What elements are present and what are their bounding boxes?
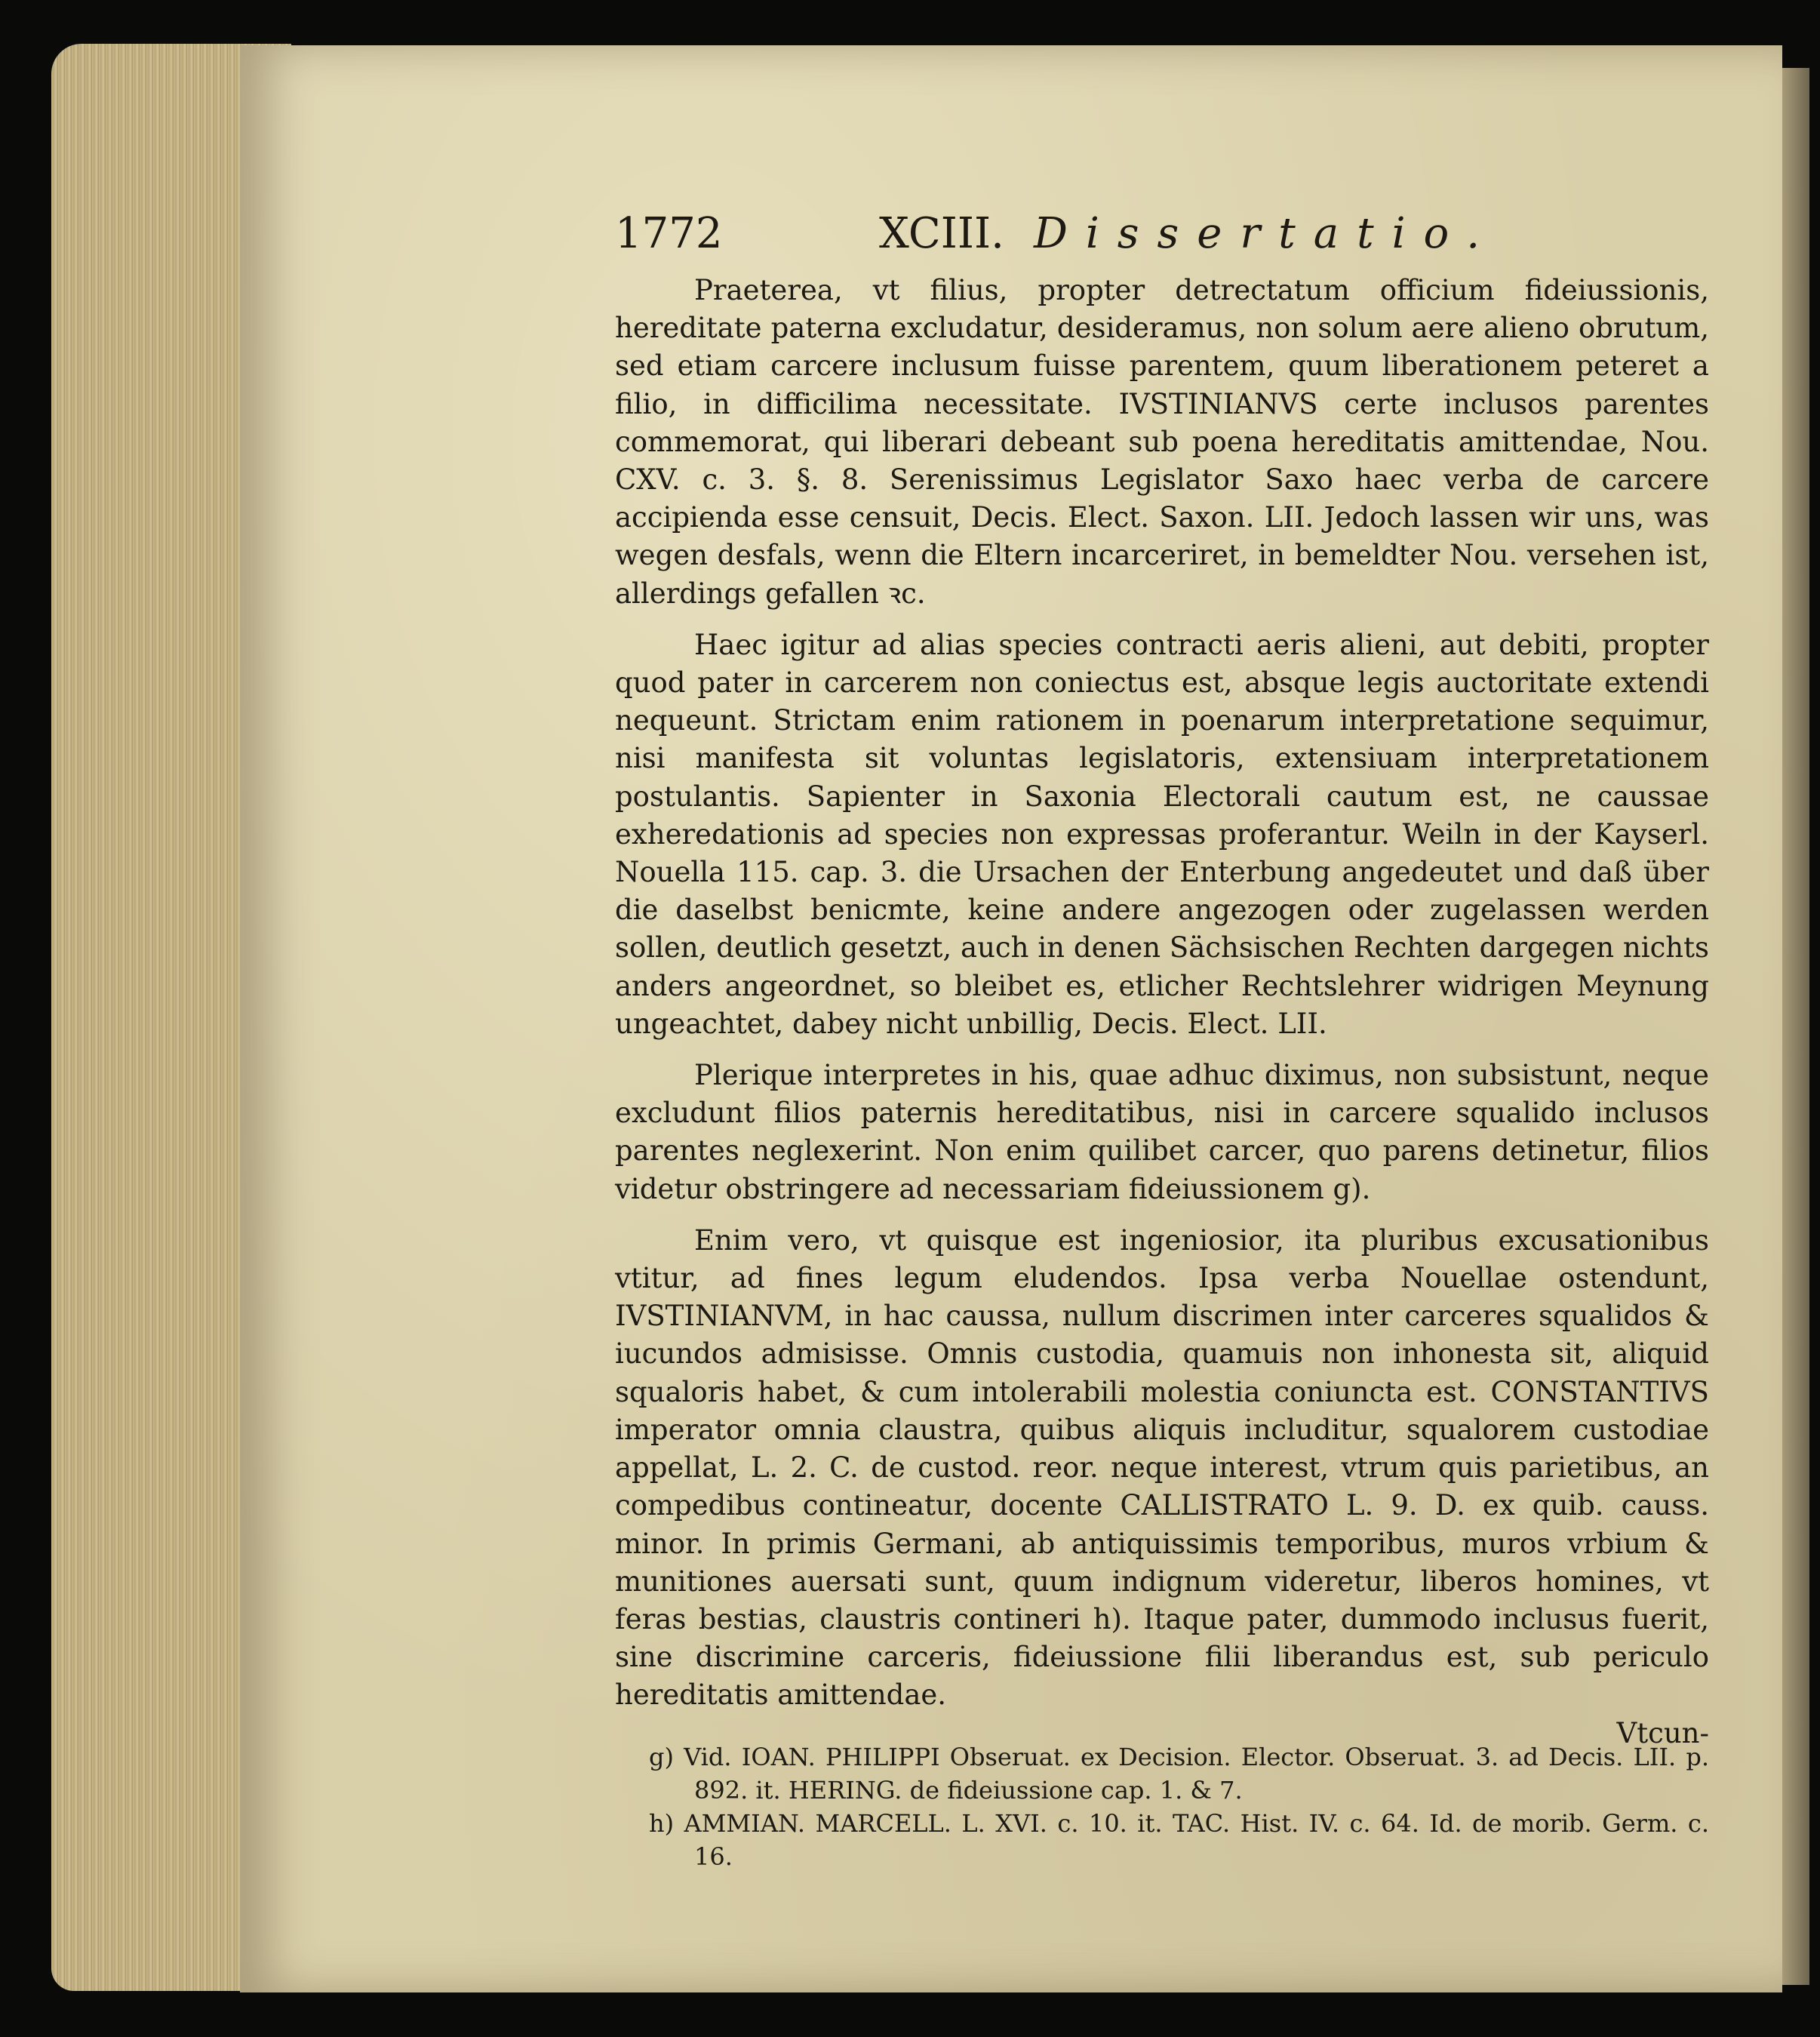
footnote-h: h) AMMIAN. MARCELL. L. XVI. c. 10. it. TAC. Hist. IV. c. 64. Id. de morib. Germ. c. 16. [649, 1809, 1709, 1871]
footnote-g: g) Vid. IOAN. PHILIPPI Obseruat. ex Decision. Elector. Obseruat. 3. ad Decis. LII. p. 892. it. HERING. de fideiussione cap. 1. & 7. [649, 1743, 1709, 1805]
paragraph-3: Plerique interpretes in his, quae adhuc diximus, non subsistunt, neque excludunt filios paternis hereditatibus, nisi in carcere squalido inclusos parentes neglexerint. Non enim quilibet carcer, quo parens detinetur, filios videtur obstringere ad necessariam fideiussionem g). [615, 1059, 1709, 1205]
running-title-number: XCIII. [879, 209, 1004, 258]
facing-page-edge [1782, 68, 1809, 1985]
footnotes [649, 1740, 1709, 1873]
paragraph-1: Praeterea, vt filius, propter detrectatum officium fideiussionis, hereditate paterna excludatur, desideramus, non solum aere alieno obrutum, sed etiam carcere inclusum fuisse parentem, quum liberationem peteret a filio, in difficilima necessitate. IVSTINIANVS certe inclusos parentes commemorat, qui liberari debeant sub poena hereditatis amittendae, Nou. CXV. c. 3. §. 8. Serenissimus Legislator Saxo haec verba de carcere accipienda esse censuit, Decis. Elect. Saxon. LII. Jedoch lassen wir uns, was wegen desfals, wenn die Eltern incarceriret, in bemeldter Nou. versehen ist, allerdings gefallen ꝛc. [615, 274, 1709, 610]
paragraph-2: Haec igitur ad alias species contracti aeris alieni, aut debiti, propter quod pater in carcerem non coniectus est, absque legis auctoritate extendi nequeunt. Strictam enim rationem in poenarum interpretatione sequimur, nisi manifesta sit voluntas legislatoris, extensiuam interpretationem postulantis. Sapienter in Saxonia Electorali cautum est, ne caussae exheredationis ad species non expressas proferantur. Weiln in der Kayserl. Nouella 115. cap. 3. die Ursachen der Enterbung angedeutet und daß über die daselbst benicmte, keine andere angezogen oder zugelassen werden sollen, deutlich gesetzt, auch in denen Sächsischen Rechten dargegen nichts anders angeordnet, so bleibet es, etlicher Rechtslehrer widrigen Meynung ungeachtet, dabey nicht unbillig, Decis. Elect. LII. [615, 628, 1709, 1040]
running-title: Dissertatio. [1034, 209, 1499, 258]
paragraph-4: Enim vero, vt quisque est ingeniosior, ita pluribus excusationibus vtitur, ad fines legum eludendos. Ipsa verba Nouellae ostendunt, IVSTINIANVM, in hac caussa, nullum discrimen inter carceres squalidos & iucundos admisisse. Omnis custodia, quamuis non inhonesta sit, aliquid squaloris habet, & cum intolerabili molestia coniuncta est. CONSTANTIVS imperator omnia claustra, quibus aliquis includitur, squalorem custodiae appellat, L. 2. C. de custod. reor. neque interest, vtrum quis parietibus, an compedibus contineatur, docente CALLISTRATO L. 9. D. ex quib. causs. minor. In primis Germani, ab antiquissimis temporibus, muros vrbium & munitiones auersati sunt, quum indignum videretur, liberos homines, vt feras bestias, claustris contineri h). Itaque pater, dummodo inclusus fuerit, sine discrimine carceris, fideiussione filii liberandus est, sub periculo hereditatis amittendae. [615, 1223, 1709, 1712]
catchword: Vtcun- [1616, 1716, 1709, 1749]
body-text [615, 272, 1709, 1752]
page-number: 1772 [615, 209, 723, 258]
